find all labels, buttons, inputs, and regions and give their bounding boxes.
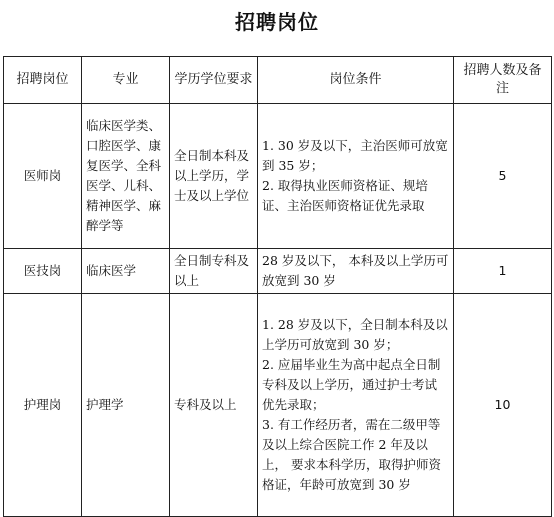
cell-post: 医技岗 bbox=[4, 249, 82, 294]
table-header-row bbox=[4, 57, 552, 104]
page-title: 招聘岗位 bbox=[235, 10, 319, 34]
cell-education: 专科及以上 bbox=[170, 294, 258, 517]
cell-major: 护理学 bbox=[82, 294, 170, 517]
header-post: 招聘岗位 bbox=[4, 57, 82, 104]
table-row bbox=[4, 294, 552, 517]
table-row bbox=[4, 249, 552, 294]
cell-conditions bbox=[258, 104, 454, 249]
recruitment-table bbox=[3, 56, 552, 517]
cell-major: 临床医学类、口腔医学、康复医学、全科医学、儿科、精神医学、麻醉学等 bbox=[82, 104, 170, 249]
condition-line: 3. 有工作经历者，需在二级甲等及以上综合医院工作 2 年及以上， 要求本科学历，取得护师资格证，年龄可放宽到 30 岁 bbox=[262, 417, 441, 492]
cell-count: 5 bbox=[454, 104, 552, 249]
cell-count: 10 bbox=[454, 294, 552, 517]
cell-education: 全日制本科及以上学历，学士及以上学位 bbox=[170, 104, 258, 249]
table-row bbox=[4, 104, 552, 249]
header-conditions: 岗位条件 bbox=[258, 57, 454, 104]
cell-major: 临床医学 bbox=[82, 249, 170, 294]
cell-conditions bbox=[258, 294, 454, 517]
condition-line: 1. 30 岁及以下，主治医师可放宽到 35 岁； bbox=[262, 138, 448, 173]
cell-education: 全日制专科及以上 bbox=[170, 249, 258, 294]
condition-line: 2. 取得执业医师资格证、规培证、主治医师资格证优先录取 bbox=[262, 178, 428, 213]
header-major: 专业 bbox=[82, 57, 170, 104]
header-count: 招聘人数及备注 bbox=[454, 57, 552, 104]
header-education: 学历学位要求 bbox=[170, 57, 258, 104]
cell-count: 1 bbox=[454, 249, 552, 294]
cell-post: 护理岗 bbox=[4, 294, 82, 517]
condition-line: 28 岁及以下， 本科及以上学历可放宽到 30 岁 bbox=[262, 253, 449, 288]
cell-post: 医师岗 bbox=[4, 104, 82, 249]
cell-conditions bbox=[258, 249, 454, 294]
condition-line: 1. 28 岁及以下，全日制本科及以上学历可放宽到 30 岁； bbox=[262, 317, 448, 352]
condition-line: 2. 应届毕业生为高中起点全日制专科及以上学历，通过护士考试优先录取； bbox=[262, 357, 441, 412]
